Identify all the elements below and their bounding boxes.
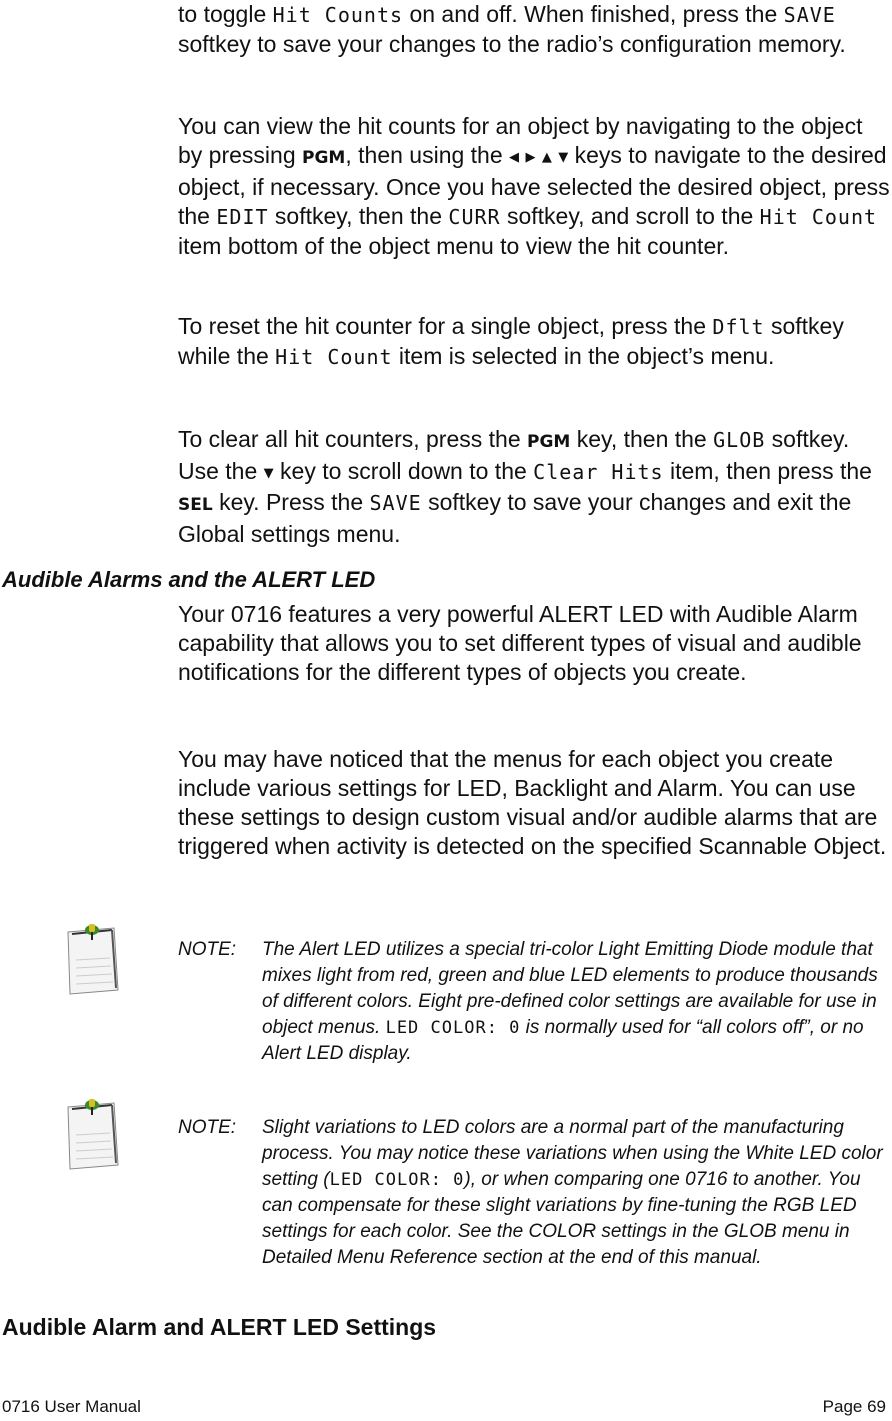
subheading: Audible Alarm and ALERT LED Settings [2, 1314, 437, 1340]
paragraph-menus-settings: You may have noticed that the menus for each object you create include various settings for LED, Backlight and Alarm. You can use these settings to design custom visual and/or audible alarms that are triggered when activity is detected on the specified Scannable Object. [178, 746, 887, 859]
paragraph-alert-led-intro: Your 0716 features a very powerful ALERT LED with Audible Alarm capability that allows you to set different types of visual and audible notifications for the different types of objects you create. [178, 601, 862, 685]
note-text: Slight variations to LED colors are a normal part of the manufacturing process. You may notice these variations when using the White LED color setting (LED COLOR: 0), or when comparing one 0716 to another. You can compensate for these slight variations by fine-tuning the RGB LED settings for each color. See the COLOR settings in the GLOB menu in Detailed Menu Reference section at the end of this manual. [262, 1117, 883, 1268]
note-text: The Alert LED utilizes a special tri-color Light Emitting Diode module that mixes light from red, green and blue LED elements to produce thousands of different colors. Eight pre-defined color settings are available for use in object menus. LED COLOR: 0 is normally used for “all colors off”, or no Alert LED display. [262, 939, 878, 1064]
section-heading: Audible Alarms and the ALERT LED [2, 567, 376, 592]
lcd-save: SAVE [369, 491, 422, 515]
lcd-led-color: LED COLOR: 0 [385, 1018, 521, 1038]
arrow-down-icon: ▼ [263, 466, 274, 481]
arrow-down-icon: ▼ [558, 150, 569, 165]
lcd-hit-counts: Hit Counts [272, 3, 404, 27]
notepad-with-pushpin-icon [62, 920, 122, 998]
lcd-dflt: Dflt [712, 315, 765, 339]
footer-manual-title: 0716 User Manual [2, 1397, 141, 1416]
lcd-clear-hits: Clear Hits [533, 460, 664, 484]
lcd-hit-count: Hit Count [759, 205, 878, 229]
lcd-curr: CURR [448, 205, 501, 229]
key-pgm: PGM [302, 148, 346, 168]
note-label: NOTE: [178, 1117, 237, 1138]
notepad-with-pushpin-icon [62, 1095, 122, 1173]
note-led-variations [178, 1115, 892, 1271]
lcd-edit: EDIT [216, 205, 269, 229]
arrow-left-icon: ◀ [509, 150, 520, 165]
lcd-hit-count: Hit Count [275, 345, 393, 369]
note-label: NOTE: [178, 939, 237, 960]
paragraph-clear-hit-counters: To clear all hit counters, press the PGM key, then the GLOB softkey. Use the ▼ key to scroll down to the Clear Hits item, then press the SEL key. Press the SAVE softkey to save your changes and exit the Global settings menu. [178, 426, 872, 547]
key-sel: SEL [178, 495, 213, 515]
lcd-led-color: LED COLOR: 0 [329, 1170, 465, 1190]
key-pgm: PGM [527, 432, 571, 452]
paragraph-view-hit-counts: You can view the hit counts for an object by navigating to the object by pressing PGM, then using the ◀ ▶ ▲ ▼ keys to navigate to the desired object, if necessary. Once you have selected the desired object, press the EDIT softkey, then the CURR softkey, and scroll to the Hit Count item bottom of the object menu to view the hit counter. [178, 113, 890, 259]
arrow-right-icon: ▶ [525, 150, 536, 165]
lcd-save: SAVE [783, 3, 836, 27]
footer-page-number: Page 69 [822, 1397, 886, 1416]
paragraph-toggle-hit-counts: to toggle Hit Counts on and off. When finished, press the SAVE softkey to save your changes to the radio’s configuration memory. [178, 1, 846, 57]
lcd-glob: GLOB [713, 428, 766, 452]
arrow-up-icon: ▲ [541, 150, 552, 165]
paragraph-reset-hit-counter: To reset the hit counter for a single object, press the Dflt softkey while the Hit Count item is selected in the object’s menu. [178, 313, 844, 369]
note-alert-led [178, 937, 892, 1067]
